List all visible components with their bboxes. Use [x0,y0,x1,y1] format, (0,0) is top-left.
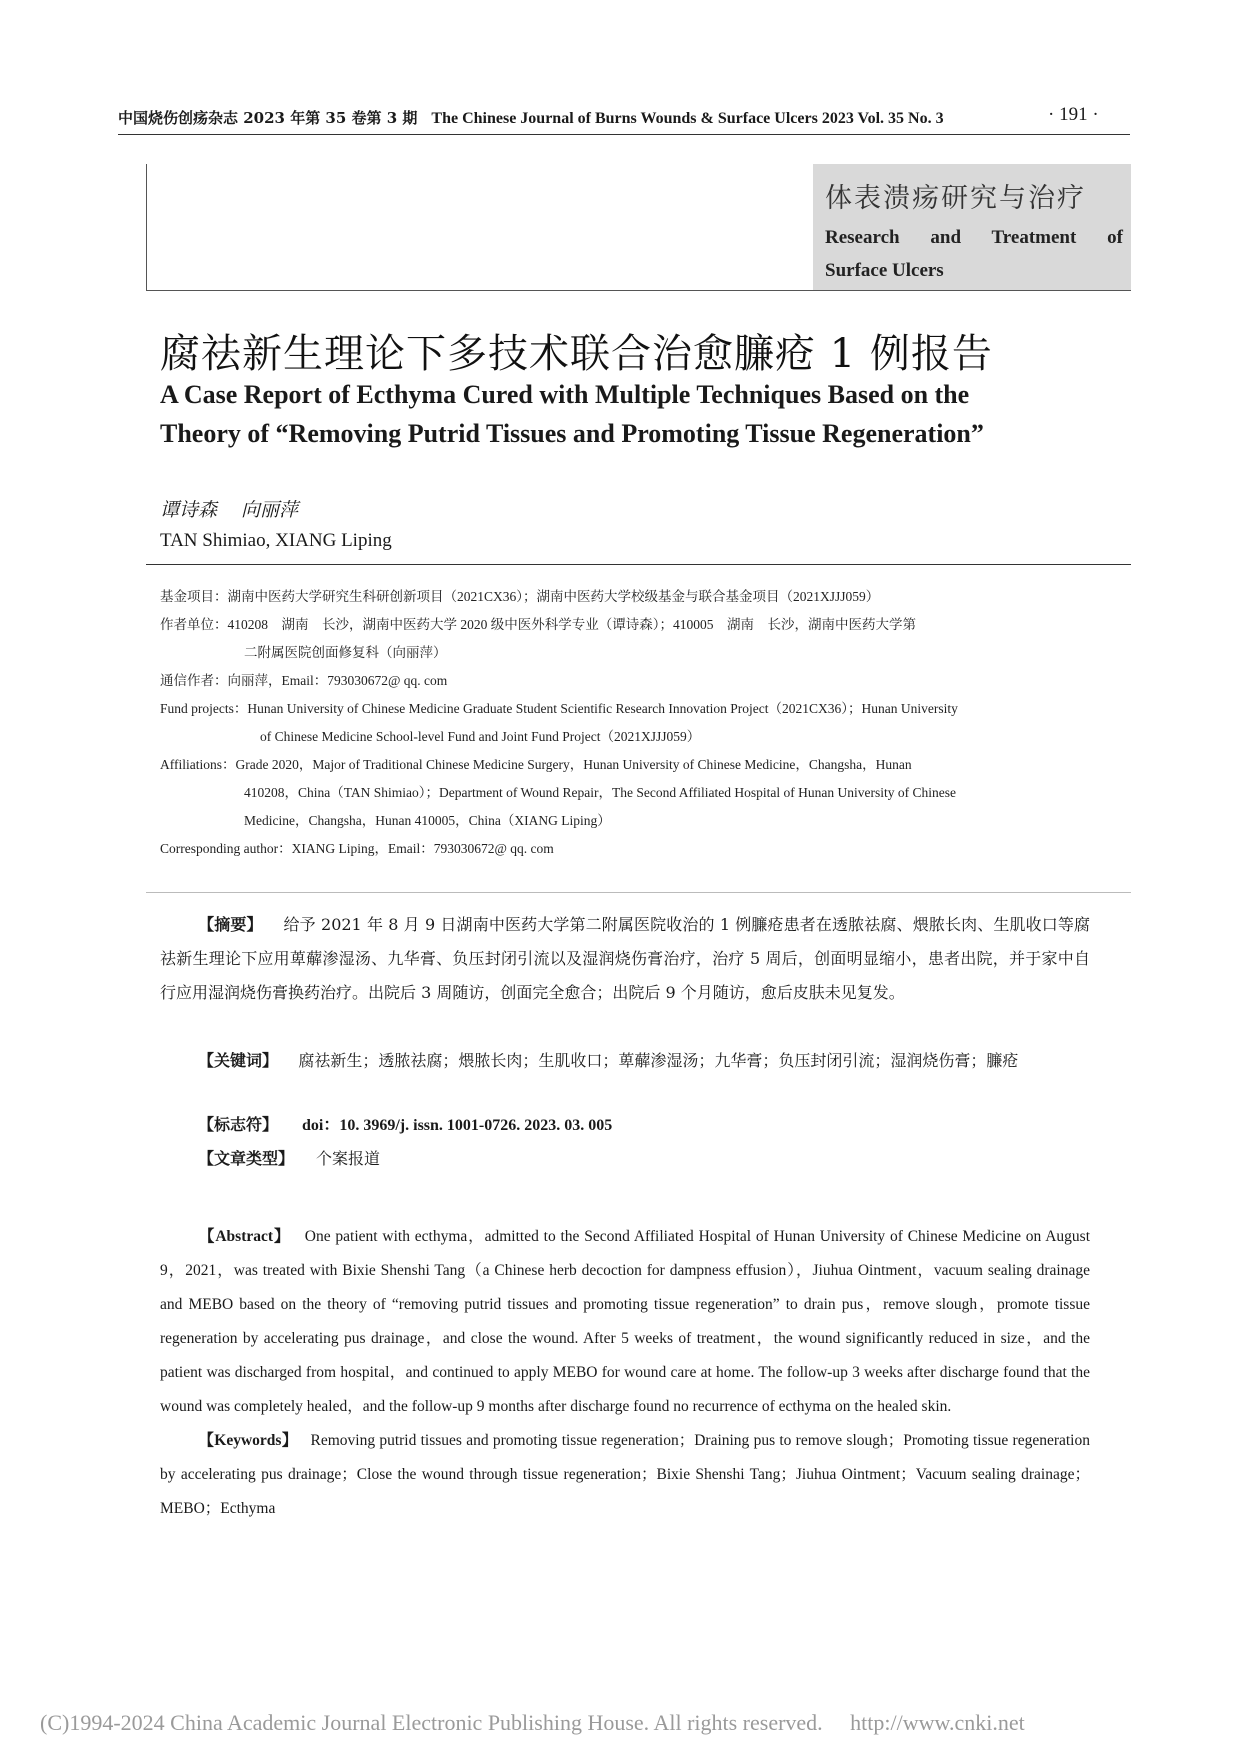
article-type-cn [198,1146,380,1169]
affiliations-en-line2: 410208，China（TAN Shimiao）；Department of Wound Repair，The Second Affiliated Hospital of Hunan University of Chinese [244,785,956,800]
section-title-en-line1: Research and Treatment of [825,227,1123,248]
article-title-cn: 腐祛新生理论下多技术联合治愈臁疮 1 例报告 [160,331,993,377]
fund-projects-en-line2: of Chinese Medicine School-level Fund and Joint Fund Project（2021XJJJ059） [260,729,701,744]
article-title-en-line2: Theory of “Removing Putrid Tissues and Promoting Tissue Regeneration” [160,419,984,448]
authors-en: TAN Shimiao, XIANG Liping [160,530,392,551]
fund-projects-en-line1: Fund projects：Hunan University of Chinese Medicine Graduate Student Scientific Research Innovation Project（2021CX36）；Hunan University [160,701,958,716]
doi-cn [198,1112,612,1135]
authors-cn [160,495,298,522]
keywords-en-text: Removing putrid tissues and promoting tissue regeneration；Draining pus to remove slough；Promoting tissue regeneration by accelerating pus drainage；Close the wound through tissue regeneration；Bixie Shenshi Tang；Jiuhua Ointment；Vacuum sealing drainage；MEBO；Ecthyma [160,1432,1090,1517]
section-title-en-line2: Surface Ulcers [825,260,944,281]
article-type-label: 【文章类型】 [198,1149,295,1168]
corresponding-cn: 通信作者：向丽萍，Email：793030672@ qq. com [160,673,448,688]
abstract-en-label: 【Abstract】 [198,1228,291,1245]
abstract-cn [160,908,1090,1010]
meta-rule [146,892,1131,893]
section-title-cn: 体表溃疡研究与治疗 [825,183,1086,214]
author-cn-1: 谭诗森 [160,499,218,521]
abstract-en [160,1220,1090,1424]
affiliations-en-line1: Affiliations：Grade 2020，Major of Traditional Chinese Medicine Surgery，Hunan University of Chinese Medicine，Changsha，Hunan [160,757,912,772]
journal-name-cn: 中国烧伤创疡杂志 2023 年第 35 卷第 3 期 [118,109,418,127]
abstract-en-text: One patient with ecthyma，admitted to the Second Affiliated Hospital of Hunan University of Chinese Medicine on August 9，2021，was treated with Bixie Shenshi Tang（a Chinese herb decoction for dampness effusion），Jiuhua Ointment，vacuum sealing drainage and MEBO based on the theory of “removing putrid tissues and promoting tissue regeneration” to drain pus，remove slough，promote tissue regeneration by accelerating pus drainage，and close the wound. After 5 weeks of treatment，the wound significantly reduced in size，and the patient was discharged from hospital，and continued to apply MEBO for wound care at home. The follow-up 3 weeks after discharge found that the wound was completely healed，and the follow-up 9 months after discharge found no recurrence of ecthyma on the healed skin. [160,1228,1090,1415]
page-number: · 191 · [1048,104,1099,125]
keywords-cn-text: 腐祛新生；透脓祛腐；煨脓长肉；生肌收口；萆薢渗湿汤；九华膏；负压封闭引流；湿润烧伤膏；臁疮 [298,1051,1019,1070]
copyright-footer: (C)1994-2024 China Academic Journal Electronic Publishing House. All rights reserved. http://www.cnki.net [40,1710,1025,1735]
affiliations-en-line3: Medicine，Changsha，Hunan 410005，China（XIANG Liping） [244,813,611,828]
header-rule [118,134,1130,135]
affiliations-cn-line2: 二附属医院创面修复科（向丽萍） [244,645,447,660]
journal-name-en: The Chinese Journal of Burns Wounds & Surface Ulcers 2023 Vol. 35 No. 3 [431,110,944,127]
article-title-en-line1: A Case Report of Ecthyma Cured with Multiple Techniques Based on the [160,380,970,409]
keywords-en-label: 【Keywords】 [198,1432,298,1449]
fund-projects-cn: 基金项目：湖南中医药大学研究生科研创新项目（2021CX36）；湖南中医药大学校级基金与联合基金项目（2021XJJJ059） [160,589,880,604]
running-header [118,107,944,128]
doi-link[interactable]: doi：10. 3969/j. issn. 1001-0726. 2023. 03. 005 [302,1117,613,1134]
abstract-cn-text: 给予 2021 年 8 月 9 日湖南中医药大学第二附属医院收治的 1 例臁疮患者在透脓祛腐、煨脓长肉、生肌收口等腐祛新生理论下应用萆薢渗湿汤、九华膏、负压封闭引流以及湿润烧伤膏治疗，治疗 5 周后，创面明显缩小，患者出院，并于家中自行应用湿润烧伤膏换药治疗。出院后 3 周随访，创面完全愈合；出院后 9 个月随访，愈后皮肤未见复发。 [160,915,1090,1002]
article-type-value: 个案报道 [316,1149,381,1168]
doi-cn-label: 【标志符】 [198,1115,279,1134]
authors-rule [146,564,1131,565]
corresponding-en: Corresponding author：XIANG Liping，Email：793030672@ qq. com [160,841,554,856]
section-frame-left [146,164,147,291]
keywords-en [160,1424,1090,1526]
author-cn-2: 向丽萍 [241,499,299,521]
keywords-cn-label: 【关键词】 [198,1051,279,1070]
affiliations-cn-line1: 作者单位：410208 湖南 长沙，湖南中医药大学 2020 级中医外科学专业（谭诗森）；410005 湖南 长沙，湖南中医药大学第 [160,617,916,632]
abstract-cn-label: 【摘要】 [198,915,263,934]
keywords-cn [160,1044,1090,1078]
section-frame-bottom [146,290,1131,291]
